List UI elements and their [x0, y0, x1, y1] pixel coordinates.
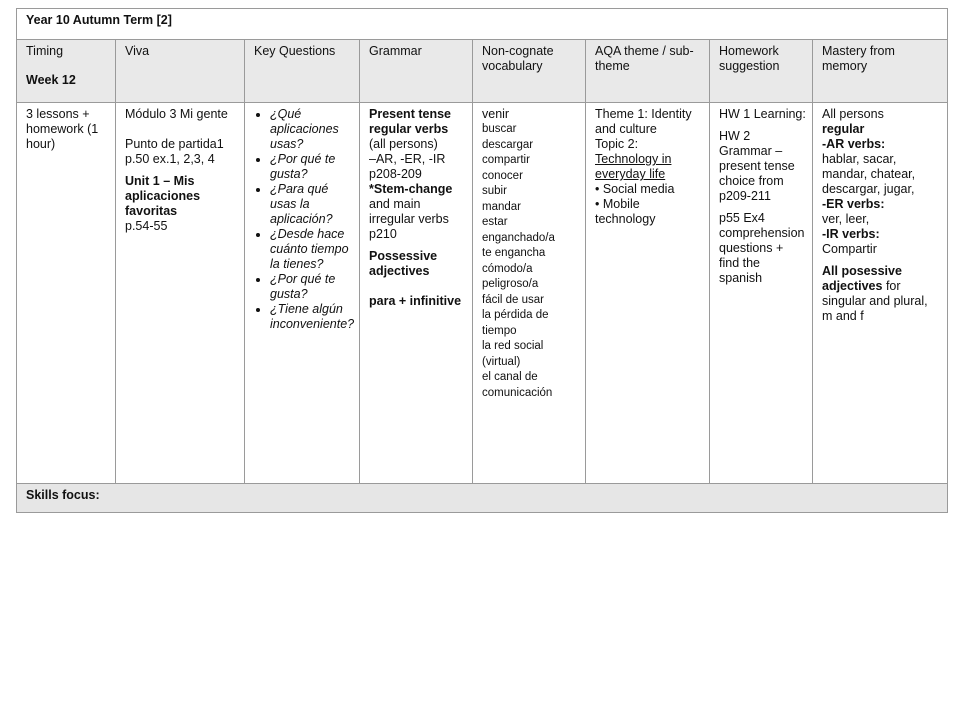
mastery-poss-rest: for singular and plural, m and f	[822, 279, 928, 323]
viva-punto: Punto de partida1	[125, 137, 224, 151]
viva-punto-ref: p.50 ex.1, 2,3, 4	[125, 152, 215, 166]
grammar-stem-change	[369, 182, 466, 227]
header-homework: Homework suggestion	[710, 40, 813, 103]
table-title: Year 10 Autumn Term [2]	[17, 9, 948, 40]
aqa-topic-name: Technology in everyday life	[595, 152, 672, 181]
grammar-para-infinitive: para + infinitive	[369, 294, 462, 308]
lesson-plan-document	[16, 8, 947, 513]
homework-cell	[710, 103, 813, 484]
grammar-all-persons: (all persons)	[369, 137, 438, 151]
grammar-stem-rest: and main irregular verbs	[369, 197, 449, 226]
key-question: • ¿Por qué te gusta?	[270, 272, 353, 302]
mastery-cell	[813, 103, 948, 484]
viva-module: Módulo 3 Mi gente	[125, 107, 228, 121]
header-grammar: Grammar	[360, 40, 473, 103]
key-questions-cell	[245, 103, 360, 484]
vocabulary-cell	[473, 103, 586, 484]
mastery-er-label: -ER verbs:	[822, 197, 885, 211]
homework-p55: p55 Ex4 comprehension questions + find the spanish	[719, 211, 805, 285]
header-aqa: AQA theme / sub-theme	[586, 40, 710, 103]
header-week: Week 12	[26, 73, 76, 87]
vocab-item: buscar	[482, 123, 517, 135]
mastery-ar-verbs: hablar, sacar, mandar, chatear, descargar, jugar,	[822, 152, 916, 196]
skills-row	[17, 484, 948, 513]
timing-cell: 3 lessons + homework (1 hour)	[17, 103, 116, 484]
aqa-bullet: • Mobile technology	[595, 197, 656, 226]
vocab-item: la red social (virtual)	[482, 340, 544, 368]
key-questions-list	[254, 107, 353, 332]
vocab-item: la pérdida de tiempo	[482, 309, 549, 337]
mastery-all-persons: All persons	[822, 107, 884, 121]
vocab-item: mandar	[482, 200, 521, 213]
aqa-topic: Topic 2:	[595, 137, 639, 151]
mastery-ir-verbs: Compartir	[822, 242, 877, 256]
viva-cell	[116, 103, 245, 484]
vocab-item: cómodo/a	[482, 262, 533, 275]
mastery-ir-label: -IR verbs:	[822, 227, 880, 241]
mastery-possessive	[822, 264, 941, 324]
lesson-plan-table	[16, 8, 948, 513]
grammar-cell	[360, 103, 473, 484]
mastery-regular: regular	[822, 122, 865, 136]
vocab-item: te engancha	[482, 247, 546, 259]
vocab-item: subir	[482, 185, 507, 197]
header-key-questions: Key Questions	[245, 40, 360, 103]
header-timing-label: Timing	[26, 44, 64, 58]
aqa-cell	[586, 103, 710, 484]
header-timing	[17, 40, 116, 103]
mastery-er-verbs: ver, leer,	[822, 212, 870, 226]
key-question: • ¿Por qué te gusta?	[270, 152, 353, 182]
viva-unit-ref: p.54-55	[125, 219, 168, 233]
homework-1: HW 1 Learning:	[719, 107, 806, 121]
vocab-item: peligroso/a	[482, 278, 539, 290]
mastery-ar-label: -AR verbs:	[822, 137, 886, 151]
vocab-item: venir	[482, 107, 510, 121]
mastery-poss-bold: All posessive adjectives	[822, 264, 902, 293]
key-question: • ¿Tiene algún inconveniente?	[270, 302, 353, 332]
homework-2: HW 2 Grammar – present tense choice from p209-211	[719, 129, 795, 203]
vocab-item: conocer	[482, 169, 523, 182]
grammar-pages-2: p210	[369, 227, 397, 241]
vocab-item: el canal de comunicación	[482, 371, 553, 399]
vocab-item: compartir	[482, 154, 530, 166]
key-question: • ¿Qué aplicaciones usas?	[270, 107, 353, 152]
vocab-item: fácil de usar	[482, 293, 545, 306]
header-non-cognate: Non-cognate vocabulary	[473, 40, 586, 103]
skills-focus: Skills focus:	[17, 484, 948, 513]
viva-unit: Unit 1 – Mis aplicaciones favoritas	[125, 174, 201, 218]
grammar-possessive: Possessive adjectives	[369, 249, 438, 278]
aqa-theme: Theme 1: Identity and culture	[595, 107, 692, 136]
grammar-present-title: Present tense regular verbs	[369, 107, 451, 136]
aqa-bullet: • Social media	[595, 182, 675, 196]
key-question: • ¿Para qué usas la aplicación?	[270, 182, 353, 227]
title-row	[17, 9, 948, 40]
grammar-stem-bold: *Stem-change	[369, 182, 453, 196]
grammar-pages-1: p208-209	[369, 167, 422, 181]
vocab-item: estar enganchado/a	[482, 216, 555, 244]
key-question: • ¿Desde hace cuánto tiempo la tienes?	[270, 227, 353, 272]
vocab-item: descargar	[482, 138, 534, 151]
header-viva: Viva	[116, 40, 245, 103]
content-row	[17, 103, 948, 484]
header-row	[17, 40, 948, 103]
grammar-endings: –AR, -ER, -IR	[369, 152, 446, 166]
header-mastery: Mastery from memory	[813, 40, 948, 103]
